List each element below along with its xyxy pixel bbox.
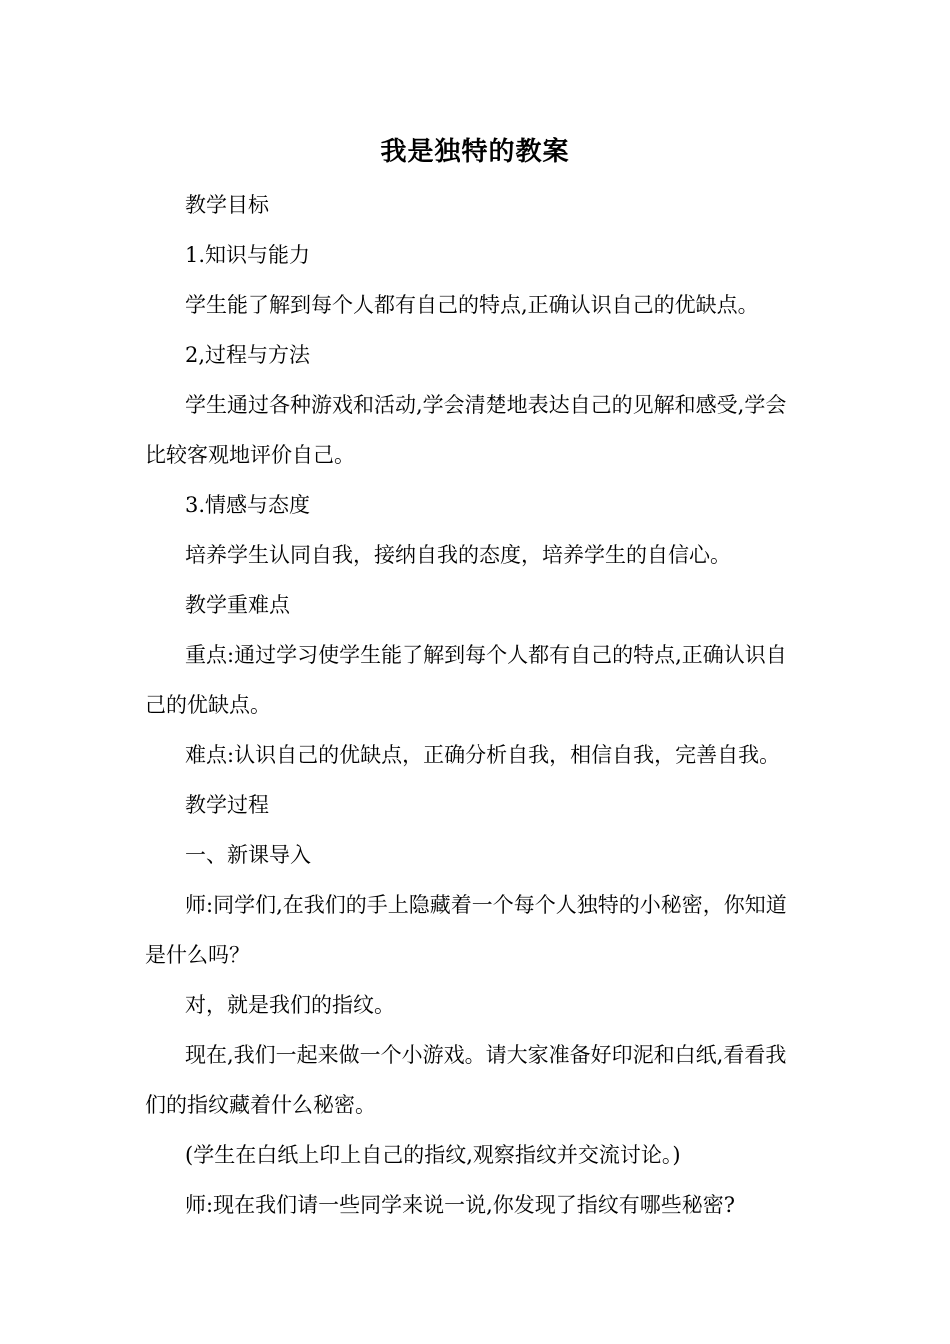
paragraph-teacher-followup: 师:现在我们请一些同学来说一说,你发现了指纹有哪些秘密? <box>185 1193 736 1217</box>
document-title: 我是独特的教案 <box>380 137 570 167</box>
paragraph-new-lesson-intro: 一、新课导入 <box>185 843 311 867</box>
paragraph-teaching-goals-heading: 教学目标 <box>185 193 269 217</box>
paragraph-teacher-question: 师:同学们,在我们的手上隐藏着一个每个人独特的小秘密，你知道是什么吗？ <box>145 893 787 967</box>
paragraph-teaching-process-heading: 教学过程 <box>185 793 269 817</box>
paragraph-process-method: 2,过程与方法 <box>185 343 311 367</box>
paragraph-fingerprint-answer: 对，就是我们的指纹。 <box>185 993 395 1017</box>
paragraph-difficult-point: 难点:认识自己的优缺点，正确分析自我，相信自我，完善自我。 <box>185 743 781 767</box>
paragraph-game-intro: 现在,我们一起来做一个小游戏。请大家准备好印泥和白纸,看看我们的指纹藏着什么秘密。 <box>145 1043 787 1117</box>
paragraph-student-activity: (学生在白纸上印上自己的指纹,观察指纹并交流讨论。) <box>185 1143 681 1167</box>
paragraph-key-point: 重点:通过学习使学生能了解到每个人都有自己的特点,正确认识自己的优缺点。 <box>145 643 787 717</box>
paragraph-knowledge-ability-content: 学生能了解到每个人都有自己的特点,正确认识自己的优缺点。 <box>185 293 759 317</box>
paragraph-emotion-attitude-content: 培养学生认同自我，接纳自我的态度，培养学生的自信心。 <box>185 543 731 567</box>
paragraph-knowledge-ability: 1.知识与能力 <box>185 243 311 267</box>
paragraph-emotion-attitude: 3.情感与态度 <box>185 493 311 517</box>
paragraph-key-difficult-heading: 教学重难点 <box>185 593 290 617</box>
paragraph-process-method-content: 学生通过各种游戏和活动,学会清楚地表达自己的见解和感受,学会比较客观地评价自己。 <box>145 393 787 467</box>
